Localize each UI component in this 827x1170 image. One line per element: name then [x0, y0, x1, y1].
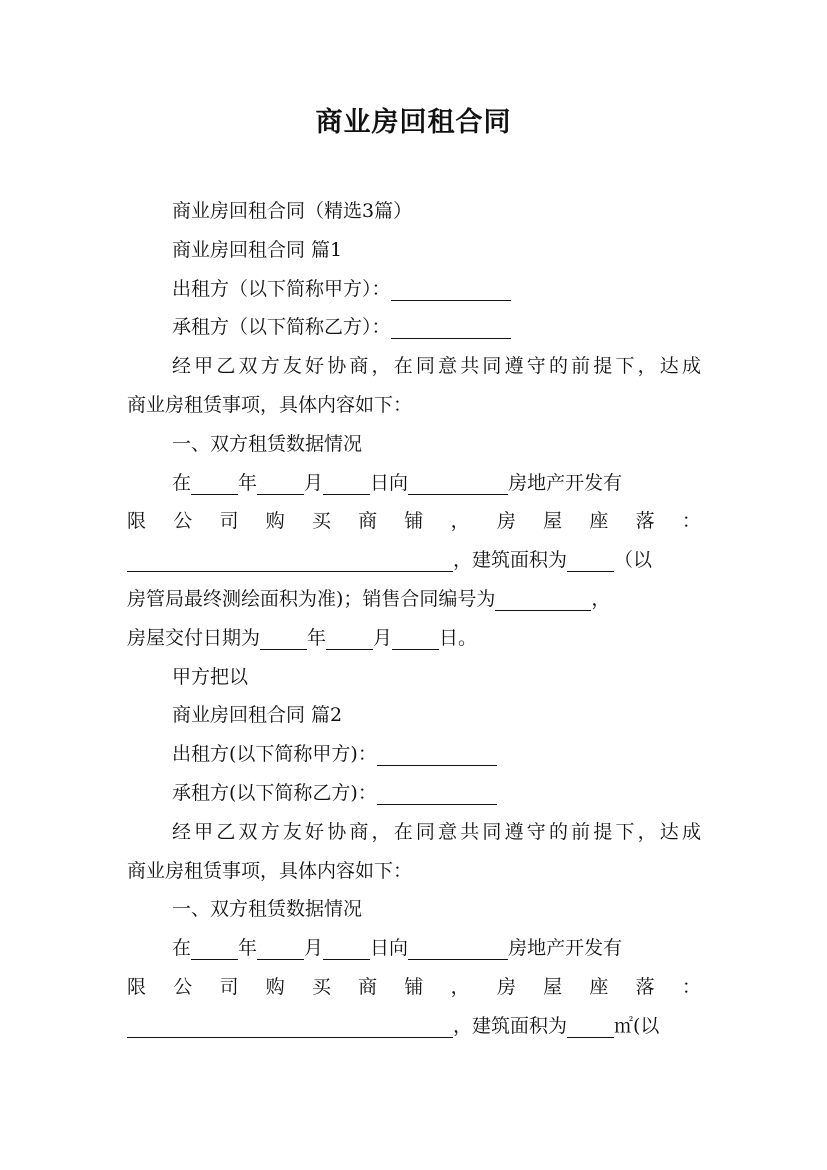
char: 屋: [543, 975, 573, 998]
part1-s1-line2: [127, 502, 701, 541]
part2-intro-line2: 商业房租赁事项，具体内容如下：: [127, 859, 413, 882]
part1-area-tail: （以: [614, 549, 653, 572]
part1-contract-comma: ，: [591, 587, 611, 610]
part1-delivery-year-blank: [260, 625, 307, 650]
part1-intro-line2: 商业房租赁事项，具体内容如下：: [127, 393, 413, 416]
part2-lessor-line: [127, 735, 701, 774]
part1-area-label: ，建筑面积为: [453, 549, 568, 572]
char: 买: [311, 975, 342, 998]
part1-contract-label: 房管局最终测绘面积为准)；销售合同编号为: [127, 587, 496, 610]
document-body: [127, 192, 701, 1046]
part1-lessor-blank: [391, 276, 511, 301]
char: 铺: [404, 975, 434, 998]
char: ：: [681, 510, 701, 533]
part1-contract-blank: [495, 586, 591, 611]
part2-s1-month: 月: [304, 937, 324, 960]
document-subtitle: 商业房回租合同（精选3篇）: [172, 200, 413, 222]
char: ：: [681, 975, 701, 998]
part1-section1-heading: 一、双方租赁数据情况: [172, 432, 363, 455]
part1-truncated-text: 甲方把以: [172, 665, 249, 688]
char: 商: [358, 510, 388, 533]
char: 限: [127, 510, 157, 533]
part2-s1-year: 年: [238, 937, 258, 960]
char: 座: [589, 975, 619, 998]
part1-lessor-label: 出租方（以下简称甲方）：: [172, 277, 391, 300]
document-title: 商业房回租合同: [315, 107, 512, 138]
part1-developer-blank: [408, 470, 508, 495]
part1-s1-line1: [127, 464, 701, 503]
part1-delivery-day: 日。: [439, 626, 478, 649]
part2-day-blank: [323, 935, 370, 960]
part1-s1-day-to: 日向: [370, 471, 409, 494]
char: 屋: [543, 510, 573, 533]
part2-s1-line2: [127, 968, 701, 1007]
part1-lessee-line: [127, 308, 701, 347]
char: 商: [358, 975, 388, 998]
part1-s1-line5: [127, 619, 701, 658]
char: 限: [127, 975, 157, 998]
part2-s1-day-to: 日向: [370, 937, 409, 960]
part2-lessor-blank: [377, 741, 497, 766]
part1-s1-year: 年: [238, 471, 258, 494]
part1-s1-line4: [127, 580, 701, 619]
char: 购: [265, 975, 296, 998]
part2-s1-line3: [127, 1007, 701, 1046]
char: 购: [265, 510, 296, 533]
char: 公: [173, 975, 203, 998]
part1-year-blank: [191, 470, 238, 495]
part1-lessor-line: [127, 270, 701, 309]
part1-delivery-year: 年: [307, 626, 327, 649]
part2-area-label: ，建筑面积为: [453, 1014, 568, 1037]
part1-delivery-month-blank: [326, 625, 373, 650]
char: 公: [173, 510, 203, 533]
part2-year-blank: [191, 935, 238, 960]
part1-day-blank: [323, 470, 370, 495]
char: 司: [219, 975, 250, 998]
part2-developer-blank: [408, 935, 508, 960]
part2-heading: 商业房回租合同 篇2: [172, 704, 343, 727]
part1-heading: 商业房回租合同 篇1: [172, 238, 343, 261]
part2-location-blank: [127, 1013, 453, 1038]
part2-intro-line1: 经甲乙双方友好协商，在同意共同遵守的前提下，达成: [172, 820, 701, 843]
char: 铺: [404, 510, 434, 533]
part1-delivery-month: 月: [373, 626, 393, 649]
part2-s1-developer: 房地产开发有: [508, 937, 623, 960]
part1-location-blank: [127, 547, 453, 572]
char: 落: [635, 975, 666, 998]
char: 司: [219, 510, 250, 533]
part2-s1-at: 在: [172, 937, 192, 960]
part2-section1-heading: 一、双方租赁数据情况: [172, 898, 363, 921]
part1-s1-developer: 房地产开发有: [508, 471, 623, 494]
part2-lessee-label: 承租方(以下简称乙方)：: [172, 781, 377, 804]
part2-lessor-label: 出租方(以下简称甲方)：: [172, 743, 377, 766]
part2-lessee-blank: [377, 780, 497, 805]
char: ，: [450, 510, 481, 533]
char: 座: [589, 510, 619, 533]
part1-delivery-day-blank: [392, 625, 439, 650]
part1-intro-line1: 经甲乙双方友好协商，在同意共同遵守的前提下，达成: [172, 355, 701, 378]
part1-s1-line3: [127, 541, 701, 580]
part2-lessee-line: [127, 774, 701, 813]
part2-area-blank: [567, 1013, 614, 1038]
char: 买: [311, 510, 342, 533]
part1-s1-at: 在: [172, 471, 192, 494]
part2-month-blank: [257, 935, 304, 960]
char: 落: [635, 510, 666, 533]
part1-s1-month: 月: [304, 471, 324, 494]
part2-area-tail: ㎡(以: [614, 1014, 660, 1037]
char: 房: [496, 975, 527, 998]
part2-s1-line1: [127, 929, 701, 968]
char: 房: [496, 510, 527, 533]
part1-month-blank: [257, 470, 304, 495]
char: ，: [450, 975, 481, 998]
part1-delivery-label: 房屋交付日期为: [127, 626, 261, 649]
part1-area-blank: [567, 547, 614, 572]
part1-lessee-blank: [391, 314, 511, 339]
part1-lessee-label: 承租方（以下简称乙方）：: [172, 316, 391, 339]
